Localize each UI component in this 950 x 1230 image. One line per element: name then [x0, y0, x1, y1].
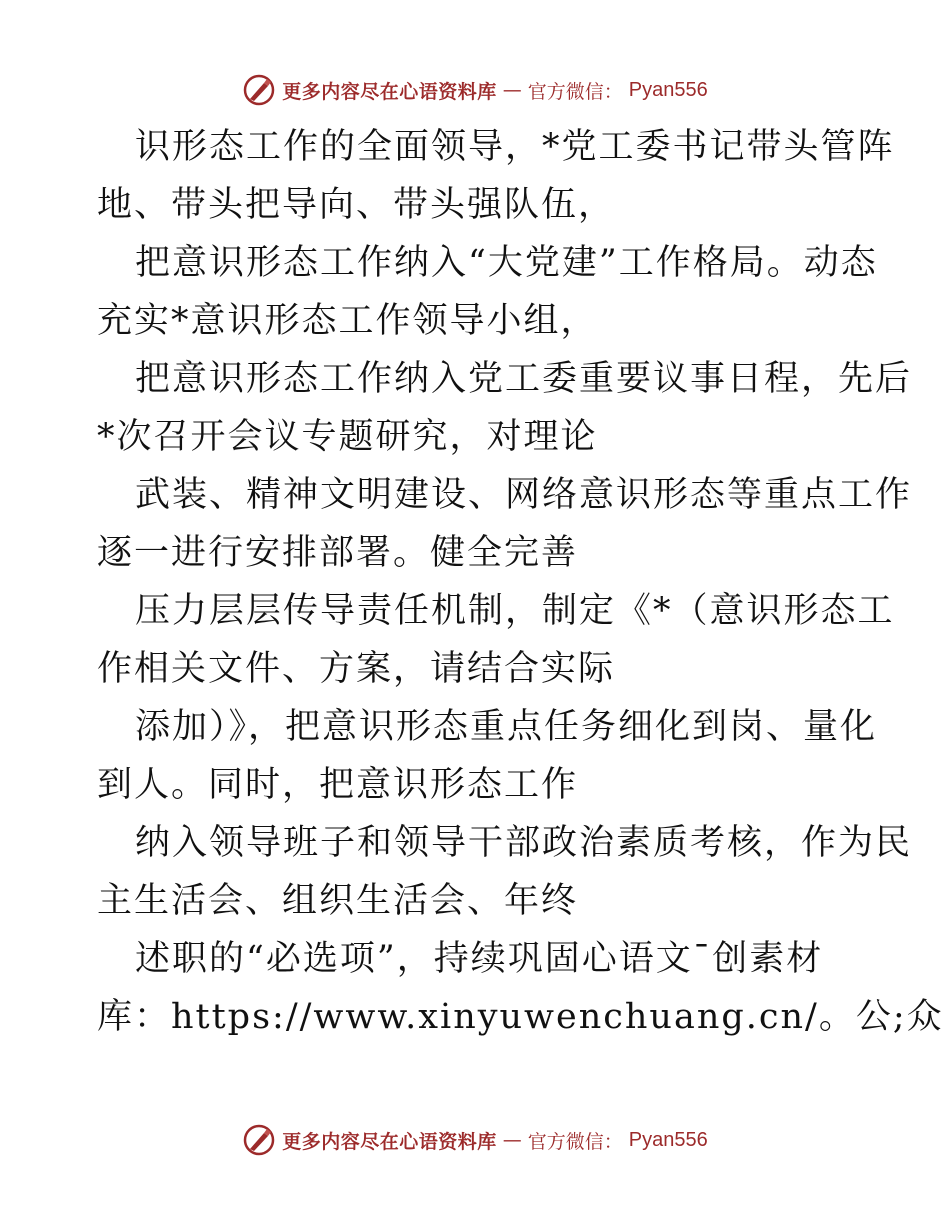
body-line: 到人。同时，把意识形态工作 — [97, 765, 579, 805]
document-body — [97, 118, 944, 1046]
header-wechat-id: Pyan556 — [628, 78, 708, 101]
body-line: 识形态工作的全面领导，*党工委书记带头管阵 — [135, 127, 895, 167]
footer-banner — [0, 1120, 950, 1160]
body-line: 压力层层传导责任机制，制定《*（意识形态工 — [135, 591, 895, 631]
body-line: 把意识形态工作纳入党工委重要议事日程，先后 — [135, 359, 913, 399]
pen-circle-icon — [242, 1123, 276, 1157]
footer-wechat-label: 官方微信： — [527, 1130, 623, 1153]
footer-separator: — — [502, 1129, 522, 1151]
body-line: 逐一进行安排部署。健全完善 — [97, 533, 579, 573]
header-banner — [0, 70, 950, 110]
body-line: 充实*意识形态工作领导小组， — [97, 301, 598, 341]
body-line: 武装、精神文明建设、网络意识形态等重点工作 — [135, 475, 913, 515]
body-line: *次召开会议专题研究，对理论 — [97, 417, 598, 457]
body-line: 地、带头把导向、带头强队伍， — [97, 185, 616, 225]
body-line: 作相关文件、方案，请结合实际 — [97, 649, 616, 689]
body-line: 主生活会、组织生活会、年终 — [97, 881, 579, 921]
header-wechat-label: 官方微信： — [527, 80, 623, 103]
pen-circle-icon — [242, 73, 276, 107]
body-line: 库：https://www.xinyuwenchuang.cn/。公;众 — [97, 997, 944, 1037]
body-line: 添加）》，把意识形态重点任务细化到岗、量化 — [135, 707, 878, 747]
header-slogan: 更多内容尽在心语资料库 — [282, 80, 497, 103]
footer-wechat-id: Pyan556 — [628, 1128, 708, 1151]
body-line: 述职的“必选项”，持续巩固心语文¯创素材 — [135, 939, 824, 979]
body-line: 纳入领导班子和领导干部政治素质考核，作为民 — [135, 823, 913, 863]
body-line: 把意识形态工作纳入“大党建”工作格局。动态 — [135, 243, 878, 283]
header-separator: — — [502, 79, 522, 101]
footer-slogan: 更多内容尽在心语资料库 — [282, 1130, 497, 1153]
